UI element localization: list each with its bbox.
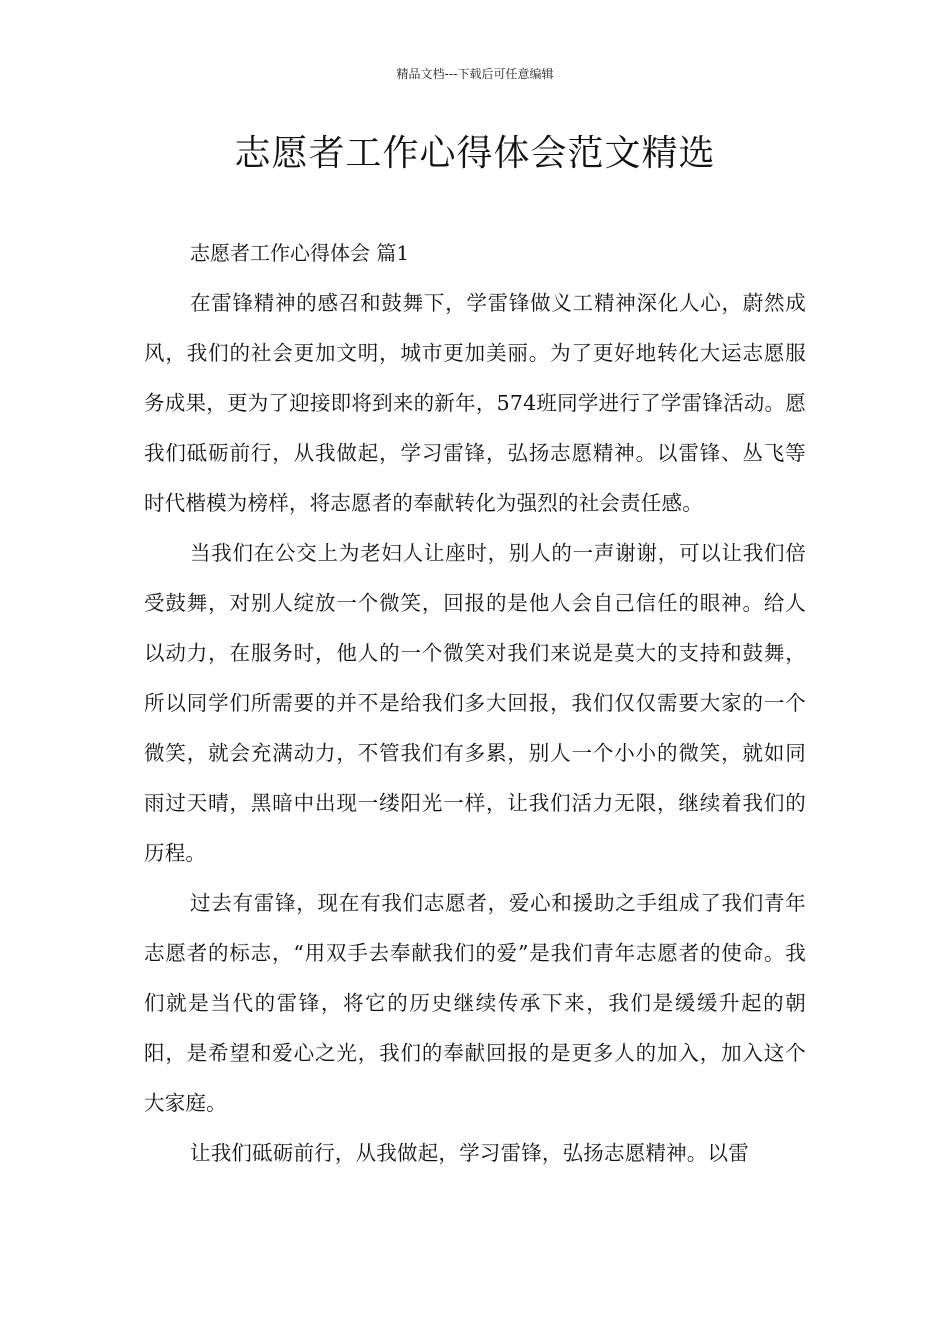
paragraph-3: 过去有雷锋，现在有我们志愿者，爱心和援助之手组成了我们青年志愿者的标志，“用双手去奉献我们的爱”是我们青年志愿者的使命。我们就是当代的雷锋，将它的历史继续传承下来，我们是缓缓升起的朝阳，是希望和爱心之光，我们的奉献回报的是更多人的加入，加入这个大家庭。: [144, 891, 806, 1115]
section-heading: 志愿者工作心得体会 篇1: [190, 241, 410, 265]
paragraph-2: 当我们在公交上为老妇人让座时，别人的一声谢谢，可以让我们倍受鼓舞，对别人绽放一个微笑，回报的是他人会自己信任的眼神。给人以动力，在服务时，他人的一个微笑对我们来说是莫大的支持和鼓舞，所以同学们所需要的并不是给我们多大回报，我们仅仅需要大家的一个微笑，就会充满动力，不管我们有多累，别人一个小小的微笑，就如同雨过天晴，黑暗中出现一缕阳光一样，让我们活力无限，继续着我们的历程。: [144, 541, 806, 865]
paragraph-1: 在雷锋精神的感召和鼓舞下，学雷锋做义工精神深化人心，蔚然成风，我们的社会更加文明，城市更加美丽。为了更好地转化大运志愿服务成果，更为了迎接即将到来的新年，574班同学进行了学雷锋活动。愿我们砥砺前行，从我做起，学习雷锋，弘扬志愿精神。以雷锋、丛飞等时代楷模为榜样，将志愿者的奉献转化为强烈的社会责任感。: [144, 291, 806, 515]
header-note: 精品文档---下载后可任意编辑: [396, 67, 554, 81]
document-body: [144, 228, 806, 1178]
paragraph-4: 让我们砥砺前行，从我做起，学习雷锋，弘扬志愿精神。以雷: [190, 1141, 749, 1165]
page-title: 志愿者工作心得体会范文精选: [234, 133, 716, 174]
